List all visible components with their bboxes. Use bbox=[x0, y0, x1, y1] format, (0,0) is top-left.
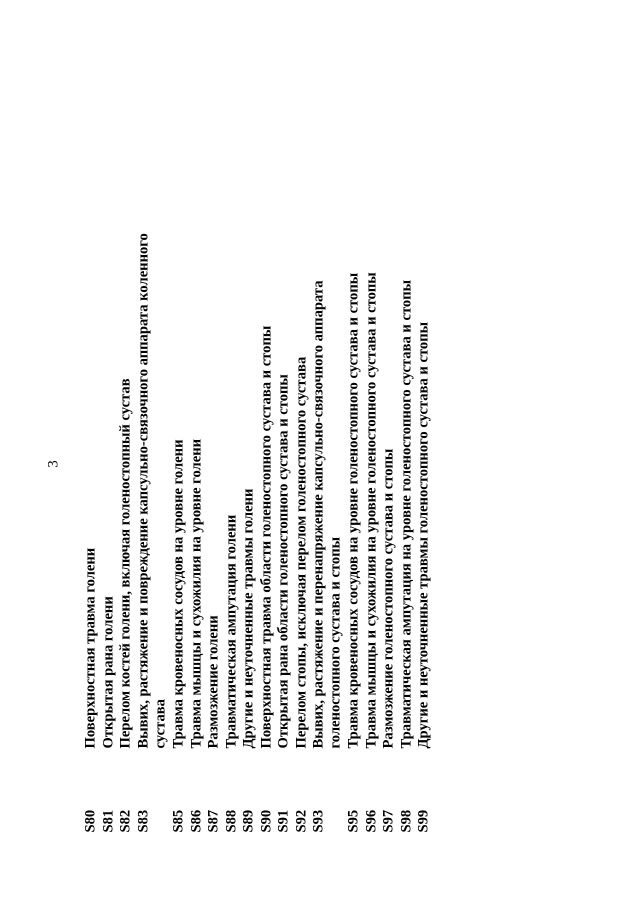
list-item bbox=[240, 109, 257, 833]
diagnosis-description: Вывих, растяжение и повреждение капсульно-связочного аппарата коленного сустава bbox=[134, 233, 168, 749]
rotated-page-content bbox=[45, 96, 432, 833]
diagnosis-description: Травма мышцы и сухожилия на уровне голеностопного сустава и стопы bbox=[362, 272, 379, 749]
diagnosis-code: S91 bbox=[275, 809, 291, 833]
diagnosis-code: S83 bbox=[134, 809, 151, 833]
diagnosis-code: S88 bbox=[222, 809, 239, 833]
diagnosis-code: S92 bbox=[292, 809, 309, 833]
list-item bbox=[345, 109, 362, 833]
diagnosis-code: S80 bbox=[82, 809, 98, 833]
list-item bbox=[398, 109, 415, 833]
diagnosis-description: Травматическая ампутация на уровне голеностопного сустава и стопы bbox=[397, 279, 414, 749]
page-number: 3 bbox=[45, 460, 61, 468]
diagnosis-description: Травма кровеносных сосудов на уровне голеностопного сустава и стопы bbox=[345, 272, 361, 749]
list-item bbox=[275, 109, 292, 833]
list-item bbox=[205, 109, 222, 833]
diagnosis-code: S98 bbox=[397, 809, 414, 833]
diagnosis-description: Вывих, растяжение и перенапряжение капсульно-связочного аппарата голеностопного сустава и стопы bbox=[310, 280, 343, 749]
diagnosis-description: Другие и неуточненные травмы голеностопного сустава и стопы bbox=[415, 321, 431, 749]
list-item bbox=[380, 109, 397, 833]
diagnosis-code: S86 bbox=[187, 809, 204, 833]
diagnosis-code: S85 bbox=[170, 809, 186, 833]
list-item bbox=[223, 109, 240, 833]
diagnosis-code: S90 bbox=[257, 809, 274, 833]
diagnosis-code: S81 bbox=[99, 809, 116, 833]
diagnosis-description: Перелом костей голени, включая голеностопный сустав bbox=[117, 378, 133, 749]
diagnosis-description: Открытая рана области голеностопного сустава и стопы bbox=[275, 374, 291, 749]
diagnosis-description: Открытая рана голени bbox=[99, 596, 116, 749]
list-item bbox=[135, 109, 169, 833]
list-item bbox=[258, 109, 275, 833]
diagnosis-description: Другие и неуточненные травмы голени bbox=[240, 488, 256, 749]
diagnosis-code: S82 bbox=[117, 809, 133, 833]
diagnosis-code: S93 bbox=[310, 809, 326, 833]
list-item bbox=[117, 109, 134, 833]
diagnosis-code: S87 bbox=[205, 809, 221, 833]
list-item bbox=[363, 109, 380, 833]
diagnosis-description: Размозжение голеностопного сустава и стопы bbox=[380, 448, 396, 749]
diagnosis-description: Поверхностная травма голени bbox=[82, 547, 98, 749]
list-item bbox=[415, 109, 432, 833]
list-item bbox=[100, 109, 117, 833]
diagnosis-code: S96 bbox=[362, 809, 379, 833]
list-item bbox=[188, 109, 205, 833]
list-item bbox=[170, 109, 187, 833]
diagnosis-description: Травма мышцы и сухожилия на уровне голени bbox=[187, 438, 204, 749]
list-item bbox=[293, 109, 310, 833]
diagnosis-description: Травма кровеносных сосудов на уровне голени bbox=[170, 439, 186, 749]
diagnosis-description: Травматическая ампутация голени bbox=[222, 514, 239, 749]
diagnosis-code: S89 bbox=[240, 809, 256, 833]
diagnosis-description: Размозжение голени bbox=[205, 615, 221, 749]
diagnosis-description: Поверхностная травма области голеностопного сустава и стопы bbox=[257, 325, 274, 749]
diagnosis-code: S95 bbox=[345, 809, 361, 833]
diagnosis-code: S97 bbox=[380, 809, 396, 833]
list-item bbox=[310, 109, 344, 833]
diagnosis-description: Перелом стопы, исключая перелом голеностопного сустава bbox=[292, 356, 309, 749]
list-item bbox=[82, 109, 99, 833]
diagnosis-code: S99 bbox=[415, 809, 431, 833]
